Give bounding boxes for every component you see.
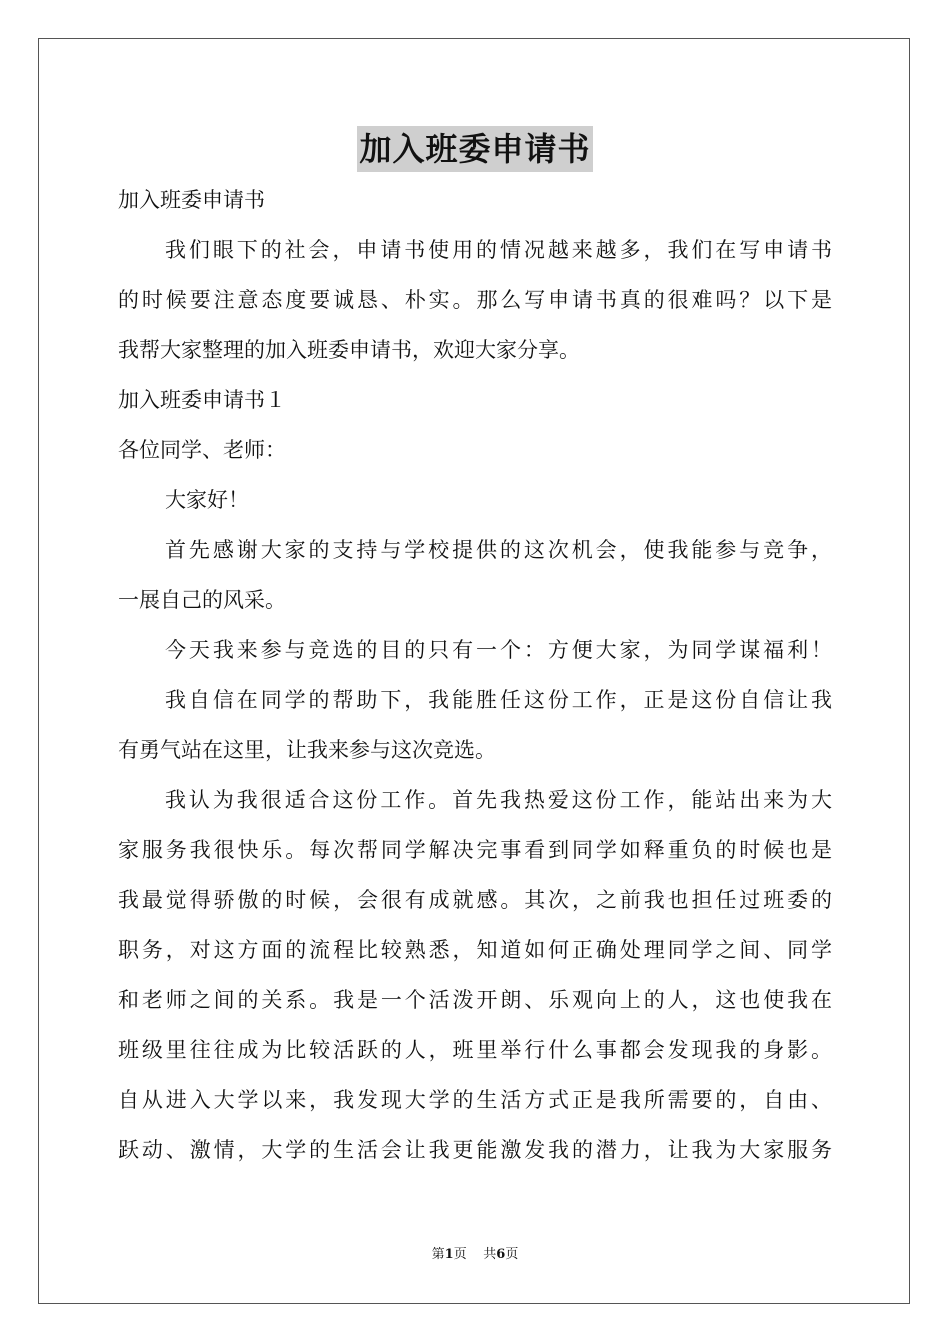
footer-page-number: 1 [444, 1247, 454, 1262]
greeting-line: 大家好！ [165, 488, 249, 512]
paragraph-line: 一展自己的风采。 [118, 588, 286, 612]
paragraph-line: 有勇气站在这里，让我来参与这次竞选。 [118, 738, 496, 762]
footer-prefix: 第 [431, 1247, 445, 1262]
salutation-line: 各位同学、老师： [118, 438, 286, 462]
paragraph-line: 我帮大家整理的加入班委申请书，欢迎大家分享。 [118, 338, 580, 362]
paragraph-line: 我自信在同学的帮助下，我能胜任这份工作，正是这份自信让我 [165, 688, 832, 712]
paragraph-line: 我认为我很适合这份工作。首先我热爱这份工作，能站出来为大 [165, 788, 832, 812]
paragraph-line: 职务，对这方面的流程比较熟悉，知道如何正确处理同学之间、同学 [118, 938, 832, 962]
paragraph-line: 班级里往往成为比较活跃的人，班里举行什么事都会发现我的身影。 [118, 1038, 832, 1062]
paragraph-line: 我最觉得骄傲的时候，会很有成就感。其次，之前我也担任过班委的 [118, 888, 832, 912]
paragraph-line: 家服务我很快乐。每次帮同学解决完事看到同学如释重负的时候也是 [118, 838, 832, 862]
document-body [118, 175, 832, 1175]
paragraph-line: 自从进入大学以来，我发现大学的生活方式正是我所需要的，自由、 [118, 1088, 832, 1112]
footer-total-pages: 6 [496, 1247, 506, 1262]
document-title [0, 126, 950, 172]
footer-total-prefix: 共 [483, 1247, 497, 1262]
paragraph-line: 跃动、激情，大学的生活会让我更能激发我的潜力，让我为大家服务 [118, 1138, 832, 1162]
paragraph-line: 今天我来参与竞选的目的只有一个：方便大家，为同学谋福利！ [165, 638, 832, 662]
document-title-text: 加入班委申请书 [357, 126, 592, 172]
paragraph-line: 的时候要注意态度要诚恳、朴实。那么写申请书真的很难吗？以下是 [118, 288, 832, 312]
page-footer [0, 1245, 950, 1265]
subtitle-line: 加入班委申请书 [118, 188, 265, 212]
footer-page-suffix: 页 [453, 1247, 467, 1262]
paragraph-line: 我们眼下的社会，申请书使用的情况越来越多，我们在写申请书 [165, 238, 832, 262]
paragraph-line: 和老师之间的关系。我是一个活泼开朗、乐观向上的人，这也使我在 [118, 988, 832, 1012]
section-heading: 加入班委申请书１ [118, 388, 286, 412]
paragraph-line: 首先感谢大家的支持与学校提供的这次机会，使我能参与竞争， [165, 538, 832, 562]
footer-total-suffix: 页 [505, 1247, 519, 1262]
